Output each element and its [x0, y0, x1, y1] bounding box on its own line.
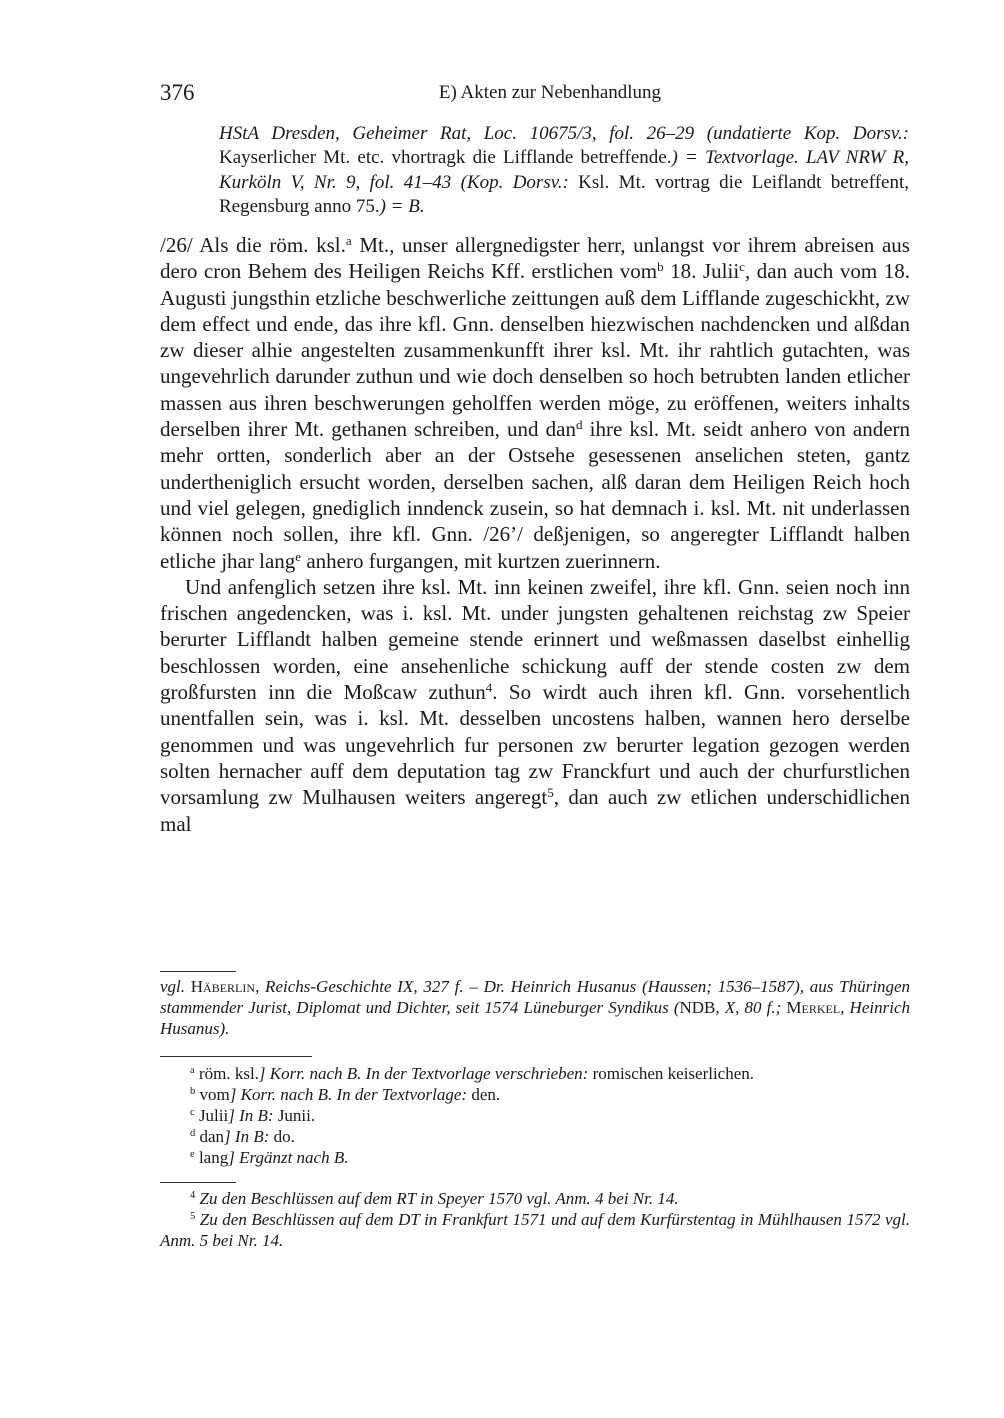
- text-run: , dan auch vom 18. Augusti jungsthin etzliche beschwerliche zeittungen auß dem Lifflande zugeschickht, zw dem effect und ende, das ihre kfl. Gnn. denselben hiezwischen nachdencken und alßdan zw dieser alhie angestelten zusammenkunfft ihrer ksl. Mt. ihr rahtlich gutachten, was ungevehrlich darunder zuthun und wie doch denselben so hoch betrubten landen etlicher massen aus ihren beschwerungen geholffen werden möge, zu eröffenen, weiters inhalts derselben ihrer Mt. gethanen schreiben, und dan: [160, 259, 910, 442]
- apparatus-note-a: [160, 1063, 910, 1084]
- page-number: 376: [160, 80, 195, 105]
- note-mark: d: [190, 1128, 196, 1140]
- running-title: E) Akten zur Nebenhandlung: [438, 82, 662, 103]
- apparatus-note-d: [160, 1126, 910, 1147]
- variant-reading: Junii.: [277, 1106, 316, 1125]
- text-run: , X, 80 f.;: [715, 998, 787, 1017]
- text-run: ihre ksl. Mt. seidt anhero von andern mehr ortten, sonderlich aber an der Ostsehe gesessenen anselichen steten, gantz undertheniglich ersucht worden, derselben sachen, alß daran dem Heiligen Reich hoch und viel gelegen, gnediglich inndenck zusein, so hat demnach i. ksl. Mt. nit underlassen können noch sollen, ihre kfl. Gnn. /26’/ deßjenigen, so angeregter Lifflandt halben etliche jhar lang: [160, 417, 911, 573]
- paragraph-1: [160, 232, 910, 574]
- note-text: ] In B:: [224, 1127, 274, 1146]
- text-run: . So wirdt auch ihren kfl. Gnn. vorsehentlich unentfallen sein, was i. ksl. Mt. desselben uncostens halben, wannen hero derselbe genommen und was ungevehrlich fur personen zw berurter legation gezogen werden solten hernacher auff dem deputation tag zw Franckfurt und auch der churfurstlichen vorsamlung zw Mulhausen weiters angeregt: [160, 680, 911, 810]
- footnote-mark-b: b: [657, 259, 664, 275]
- footnote-mark-d: d: [575, 416, 583, 432]
- footnote-mark-4: 4: [485, 679, 493, 695]
- lemma: vom: [195, 1085, 230, 1104]
- source-note: [219, 122, 909, 219]
- numbered-notes-rule: [160, 1182, 236, 1183]
- note-mark: 5: [190, 1211, 196, 1223]
- apparatus-note-e: [160, 1147, 910, 1168]
- lemma: lang: [194, 1148, 229, 1167]
- footnote-4: [160, 1188, 910, 1209]
- note-text: Zu den Beschlüssen auf dem RT in Speyer 1570 vgl. Anm. 4 bei Nr. 14.: [195, 1189, 679, 1208]
- source-archive-2: ) = Textvorlage. LAV NRW R, Kurköln V, Nr. 9, fol. 41–43 (Kop. Dorsv.:: [219, 147, 910, 193]
- note-text: ] In B:: [228, 1106, 278, 1125]
- apparatus-rule: [160, 1056, 312, 1057]
- footnote-mark-c: c: [739, 259, 745, 275]
- main-text: [160, 232, 910, 837]
- lemma: Julii: [194, 1106, 229, 1125]
- footnote-rule: [160, 971, 236, 972]
- source-siglum: ) = B.: [379, 195, 425, 217]
- footnote-mark-a: a: [345, 232, 352, 248]
- note-mark: a: [190, 1065, 195, 1077]
- note-mark: c: [190, 1107, 195, 1119]
- lemma: röm. ksl.: [194, 1064, 259, 1083]
- author-name: Häberlin: [190, 977, 256, 996]
- variant-reading: den.: [471, 1085, 501, 1104]
- text-run: 18. Julii: [663, 259, 740, 284]
- author-name: Merkel: [786, 998, 841, 1017]
- text-run: vgl.: [160, 977, 191, 996]
- variant-reading: romischen keiserlichen.: [592, 1064, 755, 1083]
- note-text: ] Korr. nach B. In der Textvorlage:: [229, 1085, 472, 1104]
- numbered-footnotes: [160, 1188, 910, 1251]
- page-header: [160, 80, 910, 110]
- variant-reading: do.: [273, 1127, 295, 1146]
- note-text: Zu den Beschlüssen auf dem DT in Frankfurt 1571 und auf dem Kurfürstentag in Mühlhausen 1572 vgl. Anm. 5 bei Nr. 14.: [160, 1210, 910, 1250]
- source-archive-1: HStA Dresden, Geheimer Rat, Loc. 10675/3, fol. 26–29 (undatierte Kop. Dorsv.:: [219, 123, 909, 144]
- source-dorsal-2: Ksl. Mt. vortrag die Leiflandt betreffent, Regensburg anno 75.: [219, 171, 909, 217]
- footnote-mark-e: e: [295, 548, 302, 564]
- text-run: anhero furgangen, mit kurtzen zuerinnern.: [301, 548, 661, 573]
- apparatus-note-b: [160, 1084, 910, 1105]
- critical-apparatus: [160, 1063, 910, 1168]
- note-mark: b: [190, 1086, 196, 1098]
- footnote-5: [160, 1209, 910, 1251]
- footnote-mark-5: 5: [547, 785, 554, 801]
- note-text: ] Ergänzt nach B.: [228, 1148, 349, 1167]
- text-run: /26/ Als die röm. ksl.: [160, 233, 346, 257]
- continued-footnote: [160, 976, 910, 1039]
- apparatus-note-c: [160, 1105, 910, 1126]
- text-run: , Reichs-Geschichte IX, 327 f. – Dr. Heinrich Husanus (Haussen; 1536–1587), aus Thüringen stammender Jurist, Diplomat und Dichter, seit 1574 Lüneburger Syndikus (: [160, 977, 911, 1017]
- note-mark: 4: [190, 1190, 196, 1202]
- text-run: , Heinrich Husanus).: [160, 998, 910, 1038]
- note-text: ] Korr. nach B. In der Textvorlage verschrieben:: [258, 1064, 593, 1083]
- lemma: dan: [195, 1127, 225, 1146]
- text-run: NDB: [679, 998, 716, 1017]
- text-run: Mt., unser allergnedigster herr, unlangst vor ihrem abreisen aus dero cron Behem des Heiligen Reichs Kff. erstlichen vom: [160, 233, 910, 284]
- text-run: , dan auch zw etlichen underschidlichen mal: [160, 785, 910, 836]
- text-run: Und anfenglich setzen ihre ksl. Mt. inn keinen zweifel, ihre kfl. Gnn. seien noch inn frischen angedencken, was i. ksl. Mt. under jungsten gehaltenen reichstag zw Speier berurter Lifflandt halben gemeine stende erinnert und weßmassen daselbst einhellig beschlossen worden, eine ansehenliche schickung auff der stende costen zw dem großfursten inn die Moßcaw zuthun: [160, 574, 910, 705]
- note-mark: e: [190, 1149, 195, 1161]
- source-dorsal-1: Kayserlicher Mt. etc. vhortragk die Lifflande betreffende.: [219, 147, 672, 169]
- paragraph-2: [160, 574, 910, 837]
